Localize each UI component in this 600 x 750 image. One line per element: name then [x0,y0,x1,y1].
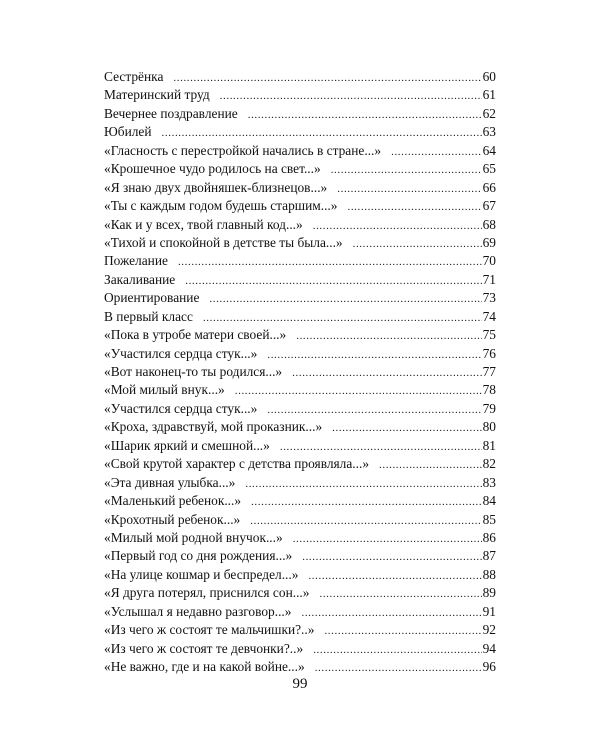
toc-dot-leader [347,198,481,216]
toc-entry [104,455,496,473]
toc-entry-page: 64 [482,142,496,158]
toc-entry [104,529,496,547]
toc-entry-title: «Из чего ж состоят те девчонки?..» [104,640,304,656]
toc-entry-page: 79 [482,400,496,416]
toc-dot-leader [324,622,481,640]
toc-dot-leader [173,69,481,87]
toc-entry-title: «Милый мой родной внучок...» [104,529,283,545]
toc-dot-leader [209,290,481,308]
toc-entry-title: В первый класс [104,308,193,324]
toc-entry-title: Закаливание [104,271,176,287]
toc-dot-leader [251,493,482,511]
toc-entry-title: «Гласность с перестройкой начались в стране...» [104,142,382,158]
toc-dot-leader [162,124,482,142]
toc-entry-page: 76 [482,345,496,361]
toc-entry-title: «Эта дивная улыбка...» [104,474,236,490]
toc-entry [104,584,496,602]
toc-dot-leader [220,87,482,105]
toc-entry-title: «Ты с каждым годом будешь старшим...» [104,198,338,214]
toc-entry-page: 77 [482,364,496,379]
toc-entry [104,547,496,565]
toc-dot-leader [293,530,482,548]
toc-entry-page: 91 [482,603,496,619]
toc-entry-page: 61 [482,87,496,103]
toc-dot-leader [250,512,481,530]
toc-entry-page: 67 [482,198,496,214]
toc-dot-leader [267,346,481,364]
toc-entry [104,197,496,215]
toc-entry [104,363,496,381]
toc-entry-page: 82 [482,456,496,472]
toc-dot-leader [319,585,481,603]
toc-entry [104,492,496,510]
toc-entry-title: «Кроха, здравствуй, мой проказник...» [104,419,323,435]
toc-entry-title: «Шарик яркий и смешной...» [104,437,270,453]
toc-entry-title: «Я друга потерял, приснился сон...» [104,585,310,601]
toc-entry-page: 87 [482,548,496,564]
toc-dot-leader [185,272,481,290]
toc-entry [104,566,496,584]
toc-dot-leader [379,456,482,474]
toc-dot-leader [248,106,482,124]
toc-entry [104,640,496,658]
toc-entry [104,621,496,639]
toc-entry-page: 71 [482,271,496,287]
toc-entry [104,418,496,436]
toc-entry [104,308,496,326]
toc-entry [104,216,496,234]
toc-entry-title: «Не важно, где и на какой войне...» [104,659,305,674]
toc-entry-title: Вечернее поздравление [104,105,238,121]
toc-entry-page: 70 [482,253,496,269]
toc-dot-leader [391,143,482,161]
toc-entry-page: 88 [482,566,496,582]
toc-entry-page: 78 [482,382,496,398]
toc-entry [104,437,496,455]
toc-entry-title: «Крохотный ребенок...» [104,511,241,527]
toc-entry-title: «На улице кошмар и беспредел...» [104,566,299,582]
toc-entry [104,271,496,289]
toc-dot-leader [313,641,481,659]
toc-entry-title: «Пока в утробе матери своей...» [104,327,287,343]
toc-entry [104,68,496,86]
toc-entry-title: Сестрёнка [104,69,164,84]
toc-entry-page: 85 [482,511,496,527]
toc-entry [104,381,496,399]
toc-entry-page: 63 [482,124,496,140]
toc-entry-page: 65 [482,161,496,177]
toc-dot-leader [235,382,482,400]
toc-entry-title: «Участился сердца стук...» [104,345,258,361]
toc-entry-title: «Я знаю двух двойняшек-близнецов...» [104,179,328,195]
toc-entry-title: «Свой крутой характер с детства проявляла...» [104,456,370,472]
toc-entry [104,105,496,123]
toc-entry [104,345,496,363]
toc-entry [104,160,496,178]
toc-entry-title: Материнский труд [104,87,210,103]
toc-dot-leader [302,548,481,566]
toc-entry-page: 92 [482,622,496,638]
toc-entry [104,123,496,141]
toc-dot-leader [245,475,481,493]
toc-dot-leader [203,309,482,327]
toc-entry [104,511,496,529]
toc-dot-leader [178,253,482,271]
toc-entry-page: 66 [482,179,496,195]
toc-entry-page: 75 [482,327,496,343]
toc-dot-leader [331,161,482,179]
toc-entry-page: 69 [482,234,496,250]
toc-entry-title: «Как и у всех, твой главный код...» [104,216,303,232]
toc-entry-title: Ориентирование [104,290,200,306]
toc-dot-leader [315,659,482,677]
toc-entry-title: «Вот наконец-то ты родился...» [104,364,283,379]
toc-entry-page: 81 [482,437,496,453]
toc-dot-leader [313,217,482,235]
toc-entry-title: Юбилей [104,124,152,140]
toc-entry-title: Пожелание [104,253,168,269]
toc-dot-leader [353,235,482,253]
toc-entry-page: 74 [482,308,496,324]
toc-entry-page: 94 [482,640,496,656]
toc-entry-title: «Мой милый внук...» [104,382,225,398]
toc-entry-page: 83 [482,474,496,490]
table-of-contents [104,68,496,676]
toc-dot-leader [280,438,482,456]
toc-entry [104,179,496,197]
toc-entry-title: «Участился сердца стук...» [104,400,258,416]
toc-entry-title: «Услышал я недавно разговор...» [104,603,292,619]
toc-entry-title: «Первый год со дня рождения...» [104,548,293,564]
toc-entry-title: «Маленький ребенок...» [104,493,242,509]
toc-entry [104,326,496,344]
toc-entry-page: 62 [482,105,496,121]
toc-dot-leader [296,327,481,345]
toc-entry [104,289,496,307]
toc-entry-title: «Тихой и спокойной в детстве ты была...» [104,234,343,250]
toc-entry [104,234,496,252]
toc-entry [104,658,496,676]
toc-dot-leader [337,180,481,198]
toc-dot-leader [332,419,481,437]
toc-entry [104,474,496,492]
toc-entry-page: 96 [482,659,496,674]
toc-dot-leader [308,567,481,585]
toc-entry-page: 89 [482,585,496,601]
toc-dot-leader [292,364,481,382]
toc-entry-page: 73 [482,290,496,306]
toc-entry-page: 68 [482,216,496,232]
toc-entry [104,603,496,621]
toc-entry [104,400,496,418]
toc-dot-leader [301,604,481,622]
page-number: 99 [292,676,308,692]
toc-entry [104,86,496,104]
toc-entry-page: 84 [482,493,496,509]
toc-entry-title: «Крошечное чудо родилось на свет...» [104,161,321,177]
toc-entry [104,252,496,270]
toc-entry-page: 86 [482,529,496,545]
toc-entry-page: 80 [482,419,496,435]
toc-entry-page: 60 [482,69,496,84]
toc-dot-leader [267,401,481,419]
toc-entry-title: «Из чего ж состоят те мальчишки?..» [104,622,315,638]
toc-entry [104,142,496,160]
